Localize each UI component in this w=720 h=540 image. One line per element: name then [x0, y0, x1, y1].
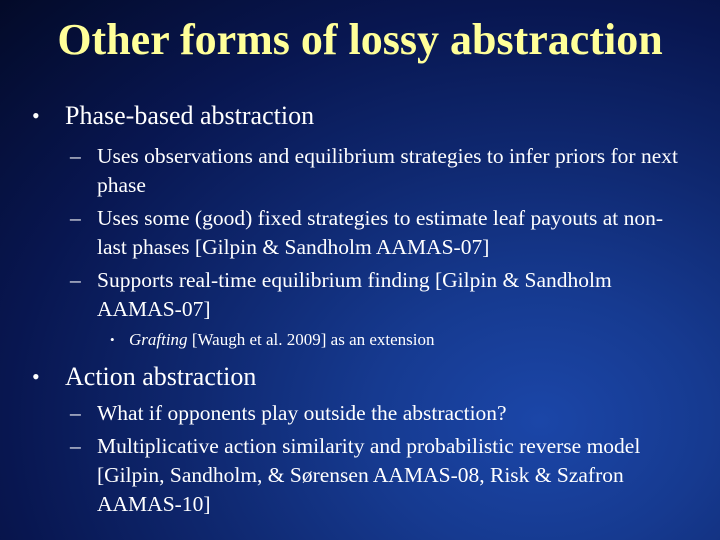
- sub-bullet: [70, 399, 690, 428]
- sub-bullet: [70, 266, 690, 324]
- sub-bullet-text: Supports real-time equilibrium finding [Gilpin & Sandholm AAMAS-07]: [97, 268, 612, 321]
- sub-bullet-text: Uses observations and equilibrium strategies to infer priors for next phase: [97, 144, 678, 197]
- grafting-text: [Waugh et al. 2009] as an extension: [187, 330, 435, 349]
- sub-sub-bullet: [110, 329, 435, 351]
- bullet-mark: •: [32, 364, 40, 389]
- sub-bullet-text: Multiplicative action similarity and probabilistic reverse model [Gilpin, Sandholm, & Sørensen AAMAS-08, Risk & Szafron AAMAS-10]: [97, 434, 641, 516]
- sub-bullet: [70, 204, 690, 262]
- dash-mark: –: [70, 144, 81, 168]
- bullet-heading: Phase-based abstraction: [65, 101, 315, 130]
- dash-mark: –: [70, 434, 81, 458]
- sub-bullet: [70, 142, 690, 200]
- sub-bullet: [70, 432, 690, 519]
- slide-title: Other forms of lossy abstraction: [57, 15, 663, 64]
- bullet-heading: Action abstraction: [65, 362, 257, 391]
- sub-bullet-text: What if opponents play outside the abstraction?: [97, 401, 507, 425]
- dash-mark: –: [70, 268, 81, 292]
- bullet-mark: •: [32, 103, 40, 128]
- dash-mark: –: [70, 401, 81, 425]
- dash-mark: –: [70, 206, 81, 230]
- grafting-term: Grafting: [129, 330, 188, 349]
- sub-bullet-text: Uses some (good) fixed strategies to estimate leaf payouts at non-last phases [Gilpin & Sandholm AAMAS-07]: [97, 206, 664, 259]
- bullet-mark: •: [110, 332, 115, 347]
